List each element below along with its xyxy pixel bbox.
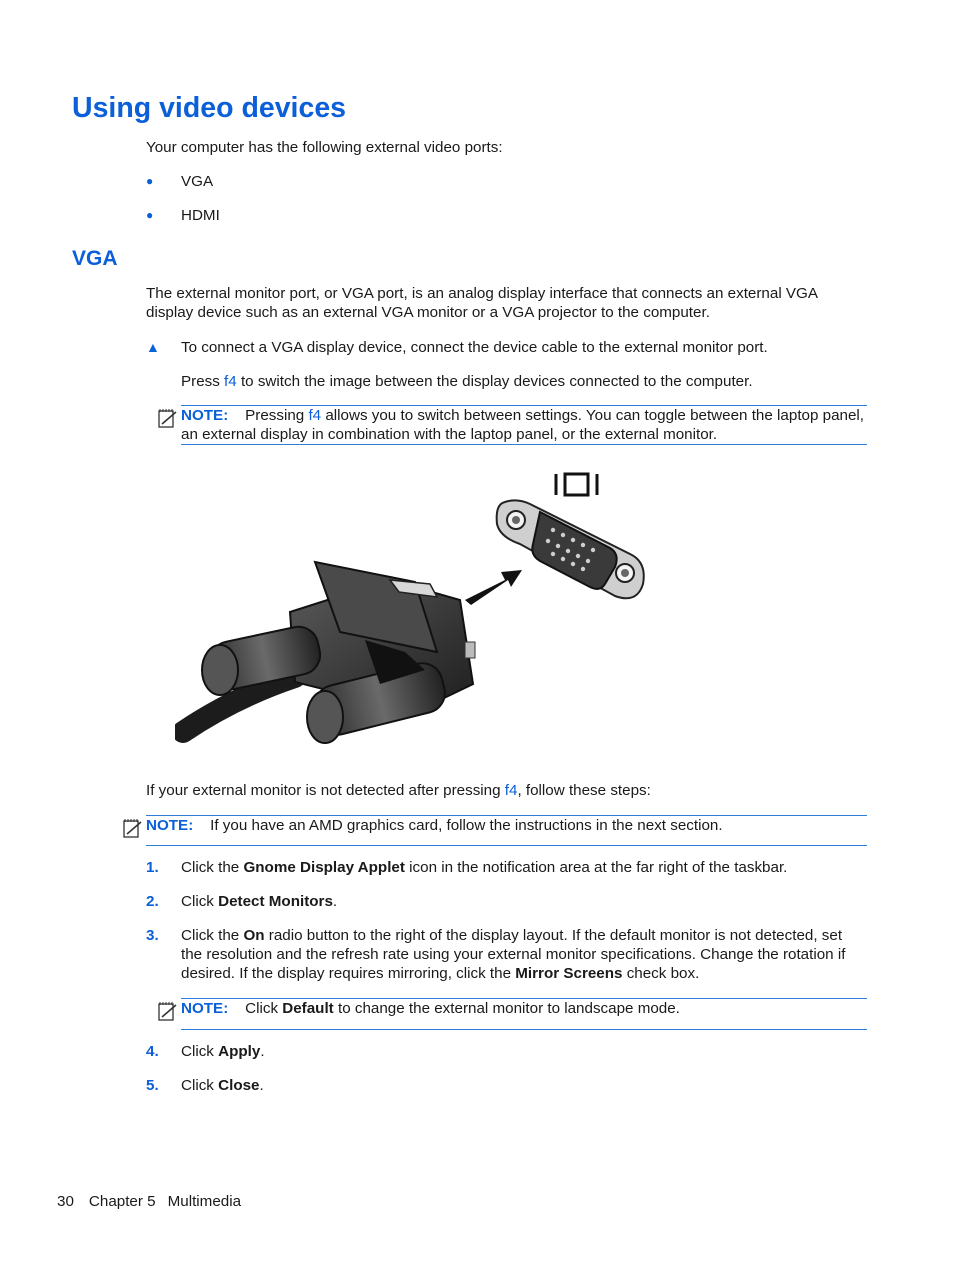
note-bottom-rule	[181, 444, 867, 445]
note-pressing-f4: NOTE: Pressing f4 allows you to switch between settings. You can toggle between the laptop panel, an external display in combination with the laptop panel, or the external monitor.	[181, 407, 865, 443]
note-label: NOTE:	[181, 1000, 229, 1017]
step-2	[146, 892, 867, 911]
press-text: Press f4 to switch the image between the display devices connected to the computer.	[181, 373, 753, 390]
vga-connector-illustration	[175, 462, 655, 762]
list-item	[146, 206, 446, 225]
step-4	[146, 1042, 867, 1061]
list-item	[146, 172, 446, 191]
f4-link[interactable]: f4	[504, 782, 518, 799]
note-pad-icon	[122, 817, 144, 839]
vga-plug-icon	[202, 562, 475, 743]
note-amd: NOTE: If you have an AMD graphics card, follow the instructions in the next section.	[146, 817, 723, 834]
intro-text: Your computer has the following external video ports:	[146, 139, 503, 156]
step-3	[146, 926, 858, 983]
note-pad-icon	[157, 1000, 179, 1022]
step-number: 3.	[146, 927, 159, 944]
not-detected-text: If your external monitor is not detected after pressing f4, follow these steps:	[146, 782, 651, 799]
section-heading-vga: VGA	[72, 247, 118, 270]
step-1	[146, 858, 867, 877]
page-title: Using video devices	[72, 92, 347, 124]
note-default: NOTE: Click Default to change the external monitor to landscape mode.	[181, 1000, 680, 1017]
vga-port-icon	[497, 500, 644, 598]
step-number: 1.	[146, 859, 159, 876]
vga-paragraph: The external monitor port, or VGA port, is an analog display interface that connects an external VGA display device such as an external VGA monitor or a VGA projector to the computer.	[146, 285, 818, 321]
step-5	[146, 1076, 867, 1095]
page-footer	[57, 1192, 241, 1211]
f4-link[interactable]: f4	[224, 373, 237, 390]
note-pad-icon	[157, 407, 179, 429]
step-text: Click Apply.	[181, 1043, 265, 1060]
bullet-icon: ●	[146, 174, 154, 188]
insert-arrow-icon	[465, 570, 522, 605]
chapter-label: Chapter 5	[88, 1193, 156, 1210]
step-text: Click Detect Monitors.	[181, 893, 338, 910]
note-bottom-rule	[181, 1029, 867, 1030]
note-label: NOTE:	[146, 817, 194, 834]
section-label: Multimedia	[167, 1193, 242, 1210]
step-text: Click Close.	[181, 1077, 264, 1094]
step-text: Click the Gnome Display Applet icon in the notification area at the far right of the taskbar.	[181, 859, 788, 876]
step-text: Click the On radio button to the right of the display layout. If the default monitor is not detected, set the resolution and the refresh rate using your external monitor specifications. Change the rotation if desired. If the display requires mirroring, click the Mirror Screens check box.	[181, 927, 846, 982]
vga-port-symbol-icon	[556, 474, 597, 495]
step-number: 2.	[146, 893, 159, 910]
list-item-label: HDMI	[181, 207, 220, 224]
page-number: 30	[57, 1193, 74, 1210]
step-number: 4.	[146, 1043, 159, 1060]
note-label: NOTE:	[181, 407, 229, 424]
step-number: 5.	[146, 1077, 159, 1094]
ports-list	[146, 172, 446, 225]
step-text: To connect a VGA display device, connect the device cable to the external monitor port.	[181, 339, 768, 356]
triangle-icon: ▲	[146, 339, 160, 355]
f4-link[interactable]: f4	[308, 407, 322, 424]
note-bottom-rule	[146, 845, 867, 846]
bullet-icon: ●	[146, 208, 154, 222]
list-item-label: VGA	[181, 173, 214, 190]
